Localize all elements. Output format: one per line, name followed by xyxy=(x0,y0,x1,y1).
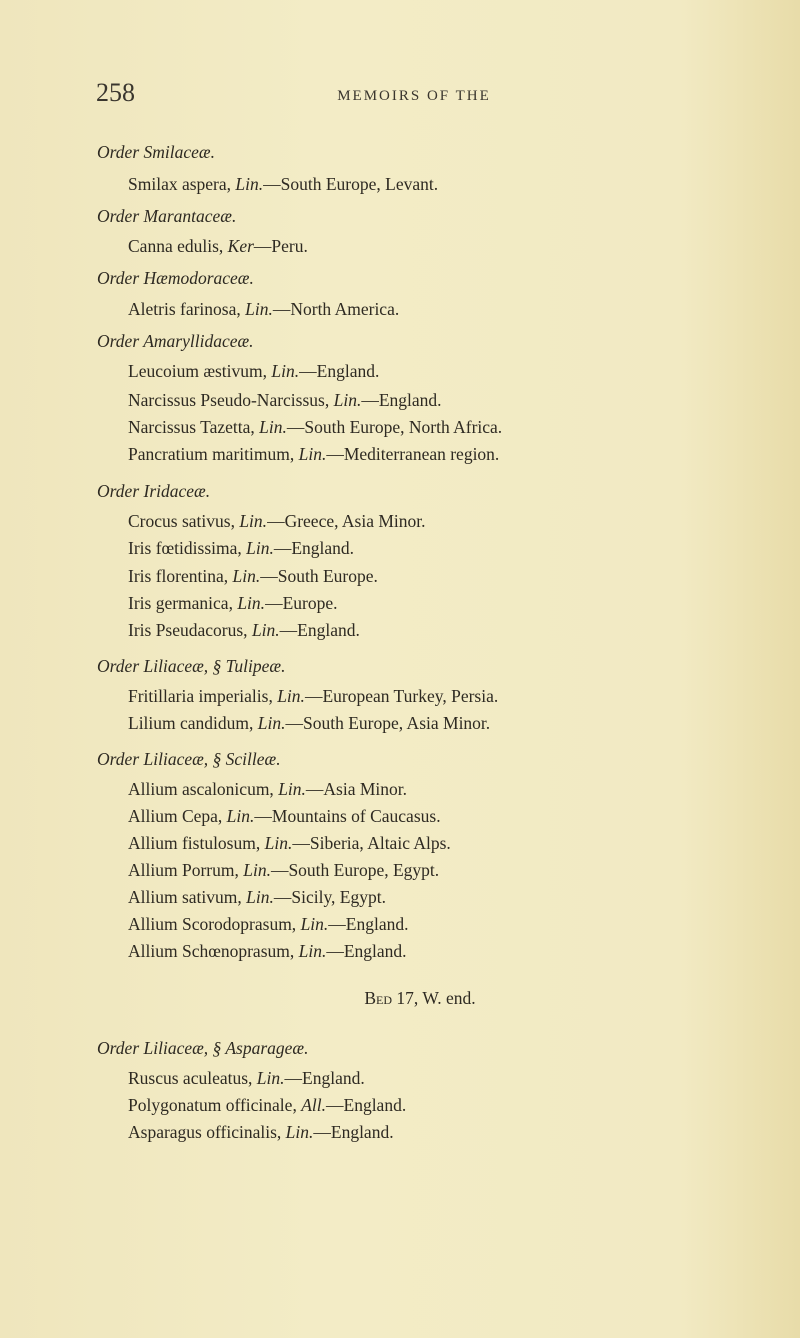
order-name: Amaryllidaceæ. xyxy=(143,331,254,351)
species-entry xyxy=(128,685,498,707)
bed-heading xyxy=(0,988,800,1009)
authority: Lin. xyxy=(259,417,287,437)
locality: —South Europe. xyxy=(260,566,378,586)
species-name: Fritillaria imperialis, xyxy=(128,686,273,706)
authority: All. xyxy=(301,1095,326,1115)
locality: —Europe. xyxy=(265,593,338,613)
species-entry xyxy=(128,360,379,382)
authority: Lin. xyxy=(298,444,327,464)
locality: —Greece, Asia Minor. xyxy=(267,511,426,531)
order-prefix: Order xyxy=(97,331,140,351)
authority: Lin. xyxy=(226,806,255,826)
authority: Lin. xyxy=(251,620,280,640)
locality: —European Turkey, Persia. xyxy=(304,686,499,706)
species-name: Canna edulis, xyxy=(128,236,224,256)
authority: Lin. xyxy=(333,390,362,410)
species-entry xyxy=(128,389,442,411)
order-name: Smilaceæ. xyxy=(143,142,215,162)
order-heading xyxy=(97,1037,308,1059)
authority: Lin. xyxy=(235,174,264,194)
species-entry xyxy=(128,940,407,962)
locality: —Mediterranean region. xyxy=(326,444,500,464)
order-heading xyxy=(97,748,281,770)
species-name: Allium sativum, xyxy=(128,887,242,907)
species-entry xyxy=(128,1094,406,1116)
authority: Lin. xyxy=(285,1122,314,1142)
authority: Lin. xyxy=(277,686,305,706)
species-name: Allium Scorodoprasum, xyxy=(128,914,297,934)
species-name: Pancratium maritimum, xyxy=(128,444,295,464)
species-entry xyxy=(128,298,399,320)
order-name: Iridaceæ. xyxy=(143,481,211,501)
authority: Lin. xyxy=(264,833,293,853)
order-prefix: Order xyxy=(97,1038,140,1058)
order-prefix: Order xyxy=(97,749,140,769)
locality: —England. xyxy=(313,1122,394,1142)
species-entry xyxy=(128,1121,394,1143)
bed-label: Bed xyxy=(364,988,393,1008)
species-name: Asparagus officinalis, xyxy=(128,1122,282,1142)
species-entry xyxy=(128,510,426,532)
species-entry xyxy=(128,913,409,935)
locality: —Asia Minor. xyxy=(305,779,408,799)
running-title: MEMOIRS OF THE xyxy=(337,88,491,104)
order-name: Hæmodoraceæ. xyxy=(143,268,254,288)
order-heading xyxy=(97,205,236,227)
order-name: Liliaceæ, § Tulipeæ. xyxy=(143,656,286,676)
species-name: Allium fistulosum, xyxy=(128,833,261,853)
species-name: Crocus sativus, xyxy=(128,511,235,531)
species-name: Aletris farinosa, xyxy=(128,299,241,319)
species-name: Lilium candidum, xyxy=(128,713,254,733)
locality: —Sicily, Egypt. xyxy=(273,887,386,907)
order-heading xyxy=(97,655,285,677)
species-entry xyxy=(128,565,378,587)
authority: Lin. xyxy=(237,593,266,613)
species-name: Iris germanica, xyxy=(128,593,233,613)
order-heading xyxy=(97,330,254,352)
species-name: Iris florentina, xyxy=(128,566,229,586)
locality: —England. xyxy=(284,1068,365,1088)
species-entry xyxy=(128,592,337,614)
bed-rest: 17, W. end. xyxy=(392,988,476,1008)
authority: Ker xyxy=(227,236,254,256)
order-name: Liliaceæ, § Scilleæ. xyxy=(143,749,281,769)
locality: —Peru. xyxy=(253,236,308,256)
locality: —England. xyxy=(326,941,407,961)
authority: Lin. xyxy=(256,1068,285,1088)
authority: Lin. xyxy=(298,941,327,961)
authority: Lin. xyxy=(239,511,268,531)
order-prefix: Order xyxy=(97,142,140,162)
species-entry xyxy=(128,778,407,800)
authority: Lin. xyxy=(300,914,329,934)
species-name: Polygonatum officinale, xyxy=(128,1095,297,1115)
species-entry xyxy=(128,832,451,854)
authority: Lin. xyxy=(257,713,286,733)
species-entry xyxy=(128,859,439,881)
authority: Lin. xyxy=(243,860,271,880)
species-name: Iris fœtidissima, xyxy=(128,538,242,558)
locality: —Mountains of Caucasus. xyxy=(254,806,441,826)
species-entry xyxy=(128,416,502,438)
species-entry xyxy=(128,537,354,559)
locality: —England. xyxy=(273,538,355,558)
species-name: Smilax aspera, xyxy=(128,174,232,194)
species-name: Ruscus aculeatus, xyxy=(128,1068,253,1088)
order-prefix: Order xyxy=(97,206,140,226)
locality: —South Europe, North Africa. xyxy=(286,417,503,437)
species-name: Allium ascalonicum, xyxy=(128,779,274,799)
locality: —England. xyxy=(299,361,380,381)
order-heading xyxy=(97,267,254,289)
species-name: Allium Cepa, xyxy=(128,806,223,826)
species-entry xyxy=(128,1067,365,1089)
species-entry xyxy=(128,443,499,465)
locality: —Siberia, Altaic Alps. xyxy=(292,833,451,853)
locality: —North America. xyxy=(272,299,400,319)
species-entry xyxy=(128,886,386,908)
authority: Lin. xyxy=(232,566,261,586)
authority: Lin. xyxy=(278,779,306,799)
species-name: Iris Pseudacorus, xyxy=(128,620,248,640)
species-name: Leucoium æstivum, xyxy=(128,361,268,381)
order-prefix: Order xyxy=(97,268,140,288)
authority: Lin. xyxy=(246,538,274,558)
species-entry xyxy=(128,712,490,734)
order-name: Marantaceæ. xyxy=(143,206,237,226)
locality: —South Europe, Levant. xyxy=(263,174,439,194)
species-entry xyxy=(128,619,360,641)
species-name: Allium Porrum, xyxy=(128,860,239,880)
authority: Lin. xyxy=(271,361,300,381)
species-entry xyxy=(128,173,438,195)
locality: —South Europe, Asia Minor. xyxy=(285,713,491,733)
page-number: 258 xyxy=(96,78,135,107)
order-heading xyxy=(97,141,215,163)
order-prefix: Order xyxy=(97,656,140,676)
locality: —England. xyxy=(328,914,409,934)
locality: —England. xyxy=(279,620,360,640)
authority: Lin. xyxy=(245,299,273,319)
order-prefix: Order xyxy=(97,481,140,501)
species-name: Allium Schœnoprasum, xyxy=(128,941,295,961)
species-entry xyxy=(128,805,441,827)
locality: —England. xyxy=(361,390,442,410)
locality: —South Europe, Egypt. xyxy=(270,860,440,880)
authority: Lin. xyxy=(246,887,274,907)
species-name: Narcissus Tazetta, xyxy=(128,417,255,437)
order-name: Liliaceæ, § Asparageæ. xyxy=(143,1038,309,1058)
species-entry xyxy=(128,235,308,257)
species-name: Narcissus Pseudo-Narcissus, xyxy=(128,390,330,410)
locality: —England. xyxy=(326,1095,407,1115)
order-heading xyxy=(97,480,210,502)
